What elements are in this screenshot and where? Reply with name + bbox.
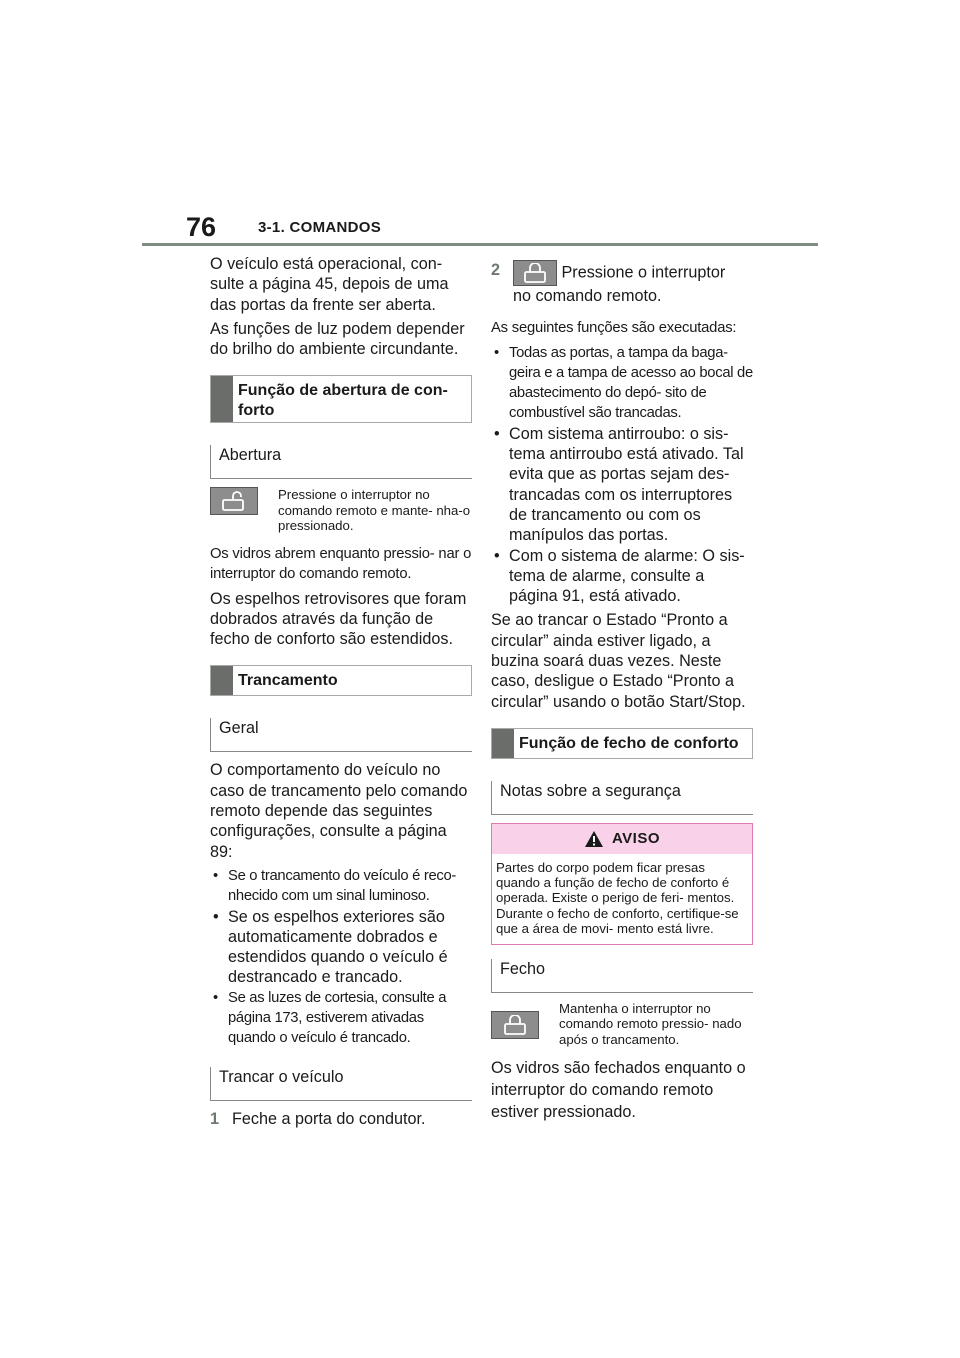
key-instruction-fecho xyxy=(491,1001,753,1048)
heading-text: Função de abertura de con- forto xyxy=(238,382,448,420)
warning-title: AVISO xyxy=(611,830,661,848)
step-text: Feche a porta do condutor. xyxy=(232,1109,426,1128)
paragraph: Os espelhos retrovisores que foram dobrados através da função de fecho de conforto são estendidos. xyxy=(210,589,467,649)
lock-icon xyxy=(513,260,557,286)
step-text-continued: no comando remoto. xyxy=(513,287,662,305)
unlock-icon xyxy=(210,487,258,515)
list-item: • Se as luzes de cortesia, consulte a página 173, estiverem ativadas quando o veículo é trancado. xyxy=(210,988,472,1049)
bullet-list xyxy=(491,343,753,607)
step-text: Pressione o interruptor xyxy=(561,263,726,282)
step-1 xyxy=(210,1109,472,1129)
warning-header xyxy=(492,824,752,854)
paragraph: O veículo está operacional, con- sulte a página 45, depois de uma das portas da frente ser aberta. xyxy=(210,255,449,314)
heading-bar xyxy=(211,376,233,422)
key-description: Mantenha o interruptor no comando remoto pressio- nado após o trancamento. xyxy=(559,1000,742,1047)
bullet-list xyxy=(210,866,472,1049)
section-heading-conforto xyxy=(210,375,472,423)
step-number: 2 xyxy=(491,261,501,279)
list-item: • Com sistema antirroubo: o sis- tema antirroubo está ativado. Tal evita que as portas sejam des- trancadas com os interruptores de trancamento ou com os manípulos das portas. xyxy=(491,424,753,546)
lock-icon xyxy=(491,1011,539,1039)
list-item: • Se os espelhos exteriores são automaticamente dobrados e estendidos quando o veículo é destrancado e trancado. xyxy=(210,907,472,988)
right-column xyxy=(491,260,753,1127)
paragraph: As seguintes funções são executadas: xyxy=(491,320,737,337)
subheading-abertura: Abertura xyxy=(210,445,472,479)
paragraph: Os vidros são fechados enquanto o interruptor do comando remoto estiver pressionado. xyxy=(491,1059,746,1122)
step-2 xyxy=(491,260,753,306)
header-rule xyxy=(142,243,818,246)
subheading-fecho: Fecho xyxy=(491,959,753,993)
paragraph: As funções de luz podem depender do brilho do ambiente circundante. xyxy=(210,319,465,359)
paragraph: O comportamento do veículo no caso de trancamento pelo comando remoto depende das seguintes configurações, consulte a página 89: xyxy=(210,761,468,861)
section-heading-trancamento xyxy=(210,665,472,696)
page-number: 76 xyxy=(186,212,217,242)
list-item: • Todas as portas, a tampa da baga- geira e a tampa de acesso ao bocal de abastecimento do depó- sito de combustível são trancadas. xyxy=(491,343,753,424)
warning-icon xyxy=(584,830,604,848)
subheading-notas: Notas sobre a segurança xyxy=(491,781,753,815)
step-number: 1 xyxy=(210,1109,220,1128)
left-column xyxy=(210,254,472,1129)
list-item: • Se o trancamento do veículo é reco- nhecido com um sinal luminoso. xyxy=(210,866,472,907)
heading-bar xyxy=(211,666,233,695)
heading-text: Trancamento xyxy=(238,672,338,690)
subheading-trancar: Trancar o veículo xyxy=(210,1067,472,1101)
warning-box xyxy=(491,823,753,945)
heading-bar xyxy=(492,729,514,758)
section-title: 3-1. COMANDOS xyxy=(258,219,382,236)
warning-text: Partes do corpo podem ficar presas quando a função de fecho de conforto é operada. Existe o perigo de feri- mentos. Durante o fecho de conforto, certifique-se que a área de movi- mento está livre. xyxy=(496,859,739,936)
subheading-geral: Geral xyxy=(210,718,472,752)
paragraph: Os vidros abrem enquanto pressio- nar o interruptor do comando remoto. xyxy=(210,545,472,583)
heading-text: Função de fecho de conforto xyxy=(519,734,739,752)
paragraph: Se ao trancar o Estado “Pronto a circular” ainda estiver ligado, a buzina soará duas vezes. Neste caso, desligue o Estado “Pronto a circular” usando o botão Start/Stop. xyxy=(491,611,746,711)
key-description: Pressione o interruptor no comando remoto e mante- nha-o pressionado. xyxy=(278,487,471,534)
list-item: • Com o sistema de alarme: O sis- tema de alarme, consulte a página 91, está ativado. xyxy=(491,546,753,607)
section-heading-fecho xyxy=(491,728,753,759)
key-instruction-abertura xyxy=(210,487,472,534)
